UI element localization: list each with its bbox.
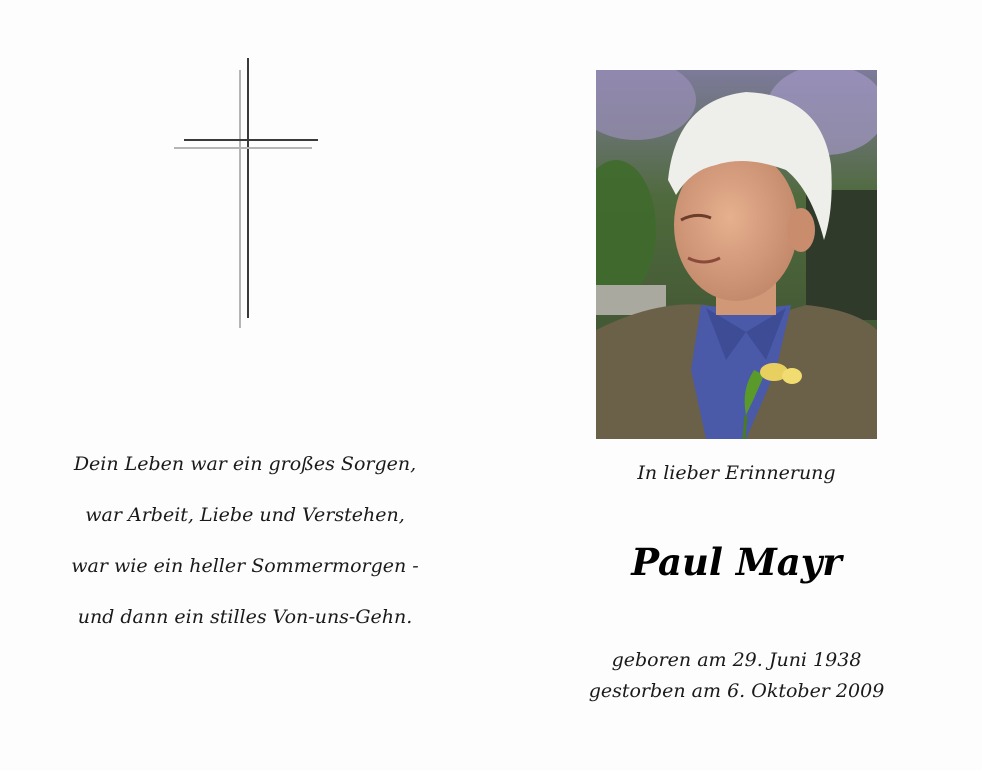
verse-line: war Arbeit, Liebe und Verstehen,: [85, 504, 405, 526]
birth-date: geboren am 29. Juni 1938: [611, 649, 862, 671]
portrait-photo: [596, 70, 877, 439]
verse-line: und dann ein stilles Von-uns-Gehn.: [77, 606, 413, 628]
verse-block: [40, 446, 450, 650]
verse-line: Dein Leben war ein großes Sorgen,: [73, 453, 417, 475]
cross-icon: [172, 56, 322, 331]
life-dates: [560, 645, 913, 707]
memory-heading: In lieber Erinnerung: [637, 462, 836, 484]
deceased-name: Paul Mayr: [631, 540, 842, 584]
death-date: gestorben am 6. Oktober 2009: [588, 680, 885, 702]
verse-line: war wie ein heller Sommermorgen -: [71, 555, 419, 577]
